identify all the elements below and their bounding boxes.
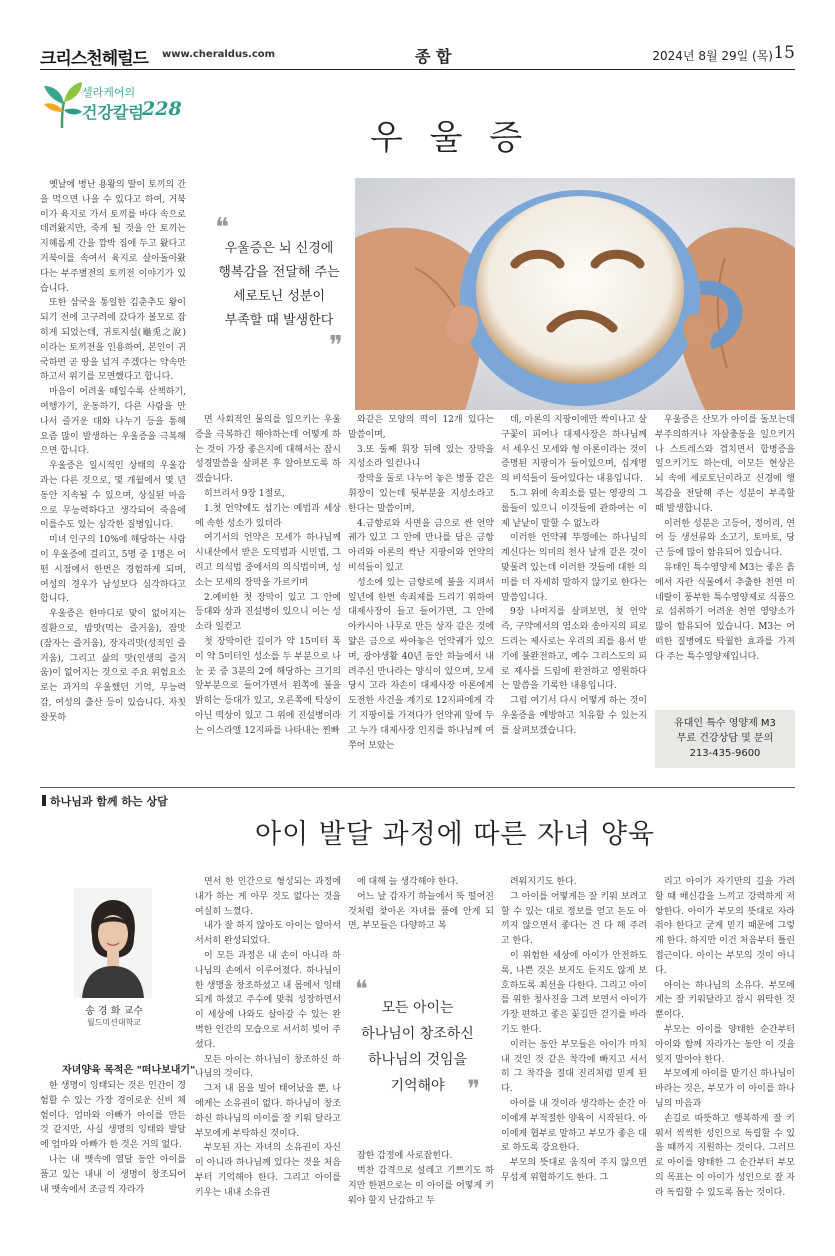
pull-quote-line: 우울증은 뇌 신경에	[224, 241, 334, 256]
paragraph: 이러한 언약궤 뚜껑에는 하나님의 계신다는 의미의 천사 날개 같은 것이 맞물려 있는데 이러한 것들에 대한 의미를 더 자세히 말하지 않기로 한다는 말씀입니다.	[501, 533, 647, 603]
paragraph: 면 사회적인 물의를 일으키는 우울증을 극복하긴 해야하는데 어떻게 하는 것이 가장 좋은지에 대해서는 잠시 성경말씀을 살펴본 후 알아보도록 하겠습니다.	[195, 415, 341, 485]
paragraph: 내가 잘 하지 않아도 아이는 알아서 서서히 완성되었다.	[195, 921, 341, 947]
column-badge	[42, 80, 192, 140]
pull-quote-line: 하나님이 창조하신	[361, 1026, 474, 1042]
paragraph: 그저 내 몸을 빌어 태어났을 뿐, 나에게는 소유권이 없다. 하나님이 창조하신 하나님의 아이를 잘 키워 달라고 부모에게 부탁하신 것이다.	[195, 1084, 341, 1139]
pull-quote-2	[355, 975, 480, 1103]
paragraph: 3.또 둘째 휘장 뒤에 있는 장막을 지성소라 일컫나니	[348, 444, 494, 470]
open-quote-icon: ❝	[215, 213, 229, 243]
author-affiliation: 월드미션대학교	[86, 1018, 142, 1027]
sprout-icon	[42, 80, 84, 130]
pull-quote-line: 하나님의 것임을	[367, 1052, 468, 1068]
paragraph: 또한 삼국을 통일한 김춘추도 왕이 되기 전에 고구려에 갔다가 볼모로 잡히게 되었는데, 귀토지설(龜兎之說)이라는 토끼전을 인용하여, 본인이 귀국하면 곧 땅을 넘겨 주겠다는 약속만 하고서 위기를 모면했다고 합니다.	[40, 298, 186, 383]
paragraph: 면서 한 인간으로 형성되는 과정에 내가 하는 게 아무 것도 없다는 것을 여실히 느꼈다.	[195, 877, 341, 917]
badge-title: 건강칼럼	[82, 103, 144, 122]
article-column	[501, 413, 647, 770]
paragraph: 나는 내 뱃속에 열달 동안 아이를 품고 있는 내내 이 생명이 창조되어 내 뱃속에서 조금씩 자라가	[40, 1154, 186, 1195]
paragraph: 와같은 모양의 떡이 12개 있다는 말씀이며,	[348, 415, 494, 440]
badge-subtitle: 셀라케어의	[82, 86, 136, 99]
pull-quote-line: 부족할 때 발생한다	[224, 313, 334, 328]
page-number: 15	[773, 43, 795, 63]
article-column	[655, 413, 795, 703]
paragraph: 첫 장막이란 길이가 약 15미터 폭이 약 5미터인 성소를 두 부분으로 나눈 곳 중 3분의 2에 해당하는 크기의 앞부분으로 들어가면서 왼쪽에 불을 밝히는 등대가 있고, 오른쪽에 탁상이 아닌 떡상이 있고 그 위에 진설병이라는 이스라엘 12지파를 나타내는 찐빠	[195, 636, 341, 736]
paragraph: 여기서의 언약은 모세가 하나님께 시내산에서 받은 도덕법과 시민법, 그리고 의식법 중에서의 의식법이며, 성소는 모세의 장막을 가르키며	[195, 533, 341, 588]
label-bar	[42, 795, 46, 806]
paragraph: 벅찬 감격으로 설레고 기쁘기도 하지만 한편으로는 이 아이를 어떻게 키워야 할지 난감하고 두	[348, 1165, 494, 1206]
pull-quote-line: 기억해야	[390, 1078, 445, 1094]
paragraph: 성소에 있는 금향로에 불을 지펴서 일년에 한번 속죄제를 드리기 위하여 대제사장이 들고 들어가면, 그 안에 아카시아 나무로 만든 상자 같은 것에 얇은 금으로 싸아놓은 언약궤가 있으며, 광야생활 40년 동안 하늘에서 내려주신 만나라는 양식이 있으며, 모세 당시 고라 자손이 대제사장 아론에게 도전한 사건을 계기로 12지파에게 각기 지팡이를 가져다가 언약궤 앞에 두고 누가 대제사장 인지를 하나님께 여쭈어 보았는	[348, 577, 494, 751]
paragraph: 한 생명이 잉태되는 것은 인간이 경험할 수 있는 가장 경이로운 신비 체험이다. 엄마와 아빠가 아이를 만든 것 같지만, 사실 생명의 잉태와 발달에 엄마와 아빠가 한 것은 거의 없다.	[40, 1081, 186, 1151]
pull-quote-line: 행복감을 전달해 주는	[218, 265, 340, 280]
paragraph: 마음이 어려울 때일수록 산책하기, 여행가기, 운동하기, 다른 사람을 만나서 즐거운 대화 나누기 등을 통해 요즘 많이 발생하는 우울증을 극복해으면 합니다.	[40, 387, 186, 457]
section-label	[42, 793, 168, 809]
paragraph: 2.예비한 첫 장막이 있고 그 안에 등대와 상과 진설병이 있으니 이는 성소라 일컫고	[195, 592, 341, 633]
close-quote-icon: ❞	[329, 331, 343, 361]
close-quote-icon: ❞	[467, 1075, 480, 1103]
paragraph: 이 위험한 세상에 아이가 안전하도록, 나쁜 것은 보지도 듣지도 않게 보호하도록 최선을 다한다. 그리고 아이를 위한 청사진을 그려 보면서 아이가 가장 편하고 좋은 꽃길만 걷기를 바라기도 한다.	[501, 950, 647, 1035]
pull-quote-line: 세로토닌 성분이	[232, 289, 326, 304]
paragraph: 려워지기도 한다.	[510, 877, 577, 887]
paragraph: 부모는 아이를 양태한 순간부터 아이와 함께 자라가는 동안 이 것을 잊지 말아야 한다.	[655, 1024, 795, 1065]
paragraph: 장막을 둘로 나누어 놓은 병풍 같은 휘장이 있는데 뒷부분을 지성소라고 한다는 말씀이며,	[348, 474, 494, 514]
article-column	[195, 413, 341, 770]
article-column	[501, 875, 647, 1219]
pull-quote-line: 모든 아이는	[381, 1000, 454, 1016]
paragraph: 옛날에 병난 용왕의 딸이 토끼의 간을 먹으면 나을 수 있다고 하여, 거북이가 육지로 가서 토끼를 바다 속으로 데려왔지만, 죽게 될 것을 안 토끼는 지혜롭게 간을 깜박 집에 두고 왔다고 거북이를 속여서 육지로 살아돌아왔다는 부주별전의 토끼전 이야기가 있습니다.	[40, 180, 186, 294]
ad-line: 유대인 특수 영양제 M3	[674, 718, 776, 729]
article-title: 우 울 증	[370, 118, 531, 158]
badge-number: 228	[142, 98, 182, 120]
ad-phone[interactable]: 213-435-9600	[689, 748, 761, 759]
ad-box	[655, 710, 795, 768]
paragraph: 잡한 감정에 사로잡힌다.	[357, 1151, 453, 1162]
paragraph: 5.그 위에 속죄소를 덮는 영광의 그룹들이 있으니 이것들에 관하여는 이제 낱낱이 말할 수 없노라	[501, 488, 647, 529]
paragraph: 유태인 특수영양제 M3는 좋은 흙에서 자란 식물에서 추출한 천연 미네랄이 풍부한 특수영양제로 식품으로 섭취하기 어려운 천연 영양소가 많이 함유되어 있습니다. M3는 어떠한 질병에도 탁월한 효과를 가져다 주는 특수영양제입니다.	[655, 562, 795, 662]
paragraph: 이 모든 과정은 내 손이 아니라 하나님의 손에서 이루어졌다. 하나님이 한 생명을 창조하셨고 내 몸에서 잉태되게 하셨고 주수에 맞춰 성장하면서 이 세상에 나와도 살아갈 수 있는 완벽한 인간의 모습으로 서서히 빚어 주셨다.	[195, 950, 341, 1050]
paragraph: 그 아이를 어떻게든 잘 키워 보려고 할 수 있는 대로 정보를 얻고 돈도 아끼지 않으면서 좋다는 건 다 해 주려고 한다.	[501, 891, 647, 947]
paragraph: 부모의 뜻대로 움직여 주지 않으면 무섭게 위협하기도 한다. 그	[501, 1158, 647, 1183]
section-name: 종 합	[415, 47, 452, 66]
site-url[interactable]: www.cheraldus.com	[162, 49, 276, 60]
paragraph: 미녀 인구의 10%에 해당하는 사람이 우울증에 걸리고, 5명 중 1명은 어떤 시점에서 한번은 경험하게 되며, 여성의 경우가 남성보다 심각하다고 합니다.	[40, 535, 186, 605]
paragraph: 우울증은 한마디로 맞이 없어지는 질환으로, 밥맛(먹는 즐거움), 잠맛(잠자는 즐거움), 장자리맛(성적인 즐거움), 그리고 삶의 맛(인생의 즐거움)이 없어지는 것으로 주요 위험요소로는 과거의 우울했던 기억, 무능력감, 여성의 출산 등이 있습니다. 자칫 잘못하	[40, 609, 186, 723]
paragraph: 어느 날 갑자기 하늘에서 뚝 떨어진 것처럼 찾아온 자녀를 품에 안게 되면, 부모들은 다양하고 복	[348, 891, 494, 932]
paragraph: 손길로 따뜻하고 행복하게 잘 키워서 씩씩한 성인으로 독립할 수 있을 때까지 지원하는 것이다. 그러므로 아이를 양태한 그 순간부터 부모의 목표는 이 아이가 성인으로 잘 자라 독립할 수 있도록 돕는 것이다.	[655, 1113, 795, 1198]
paragraph: 1.첫 언약에도 섬기는 예법과 세상에 속한 성소가 있더라	[195, 503, 341, 529]
paragraph: 그럼 여기서 다시 어떻게 하는 것이 우울증을 예방하고 치유할 수 있는지를 살펴보겠습니다.	[501, 696, 647, 736]
paragraph: 부모에게 아이를 맡기신 하나님이 바라는 것은, 부모가 이 아이를 하나님의 마음과	[655, 1069, 795, 1109]
article-title-2: 아이 발달 과정에 따른 자녀 양육	[255, 819, 655, 850]
article-column	[195, 875, 341, 1219]
article-column	[40, 1079, 186, 1219]
paragraph: 우울증은 일시적인 상태의 우울감과는 다른 것으로, 몇 개월에서 몇 년 동안 지속될 수 있으며, 상실된 마음으로 무능력하다고 생각되어 죽음에 이를수도 있는 심각한 질병입니다.	[40, 461, 186, 531]
open-quote-icon: ❝	[355, 975, 368, 1003]
article-column	[40, 178, 186, 770]
paragraph: 9장 나머지를 살펴보면, 첫 언약 즉, 구약에서의 염소와 송아지의 피로 드리는 제사로는 우리의 죄를 용서 받기에 불완전하고, 예수 그리스도의 피로 제사를 드림에 완전하고 영원하다는 말씀을 기록한 내용입니다.	[501, 607, 647, 692]
issue-date: 2024년 8월 29일 (목)	[652, 49, 773, 63]
article-subheading: 자녀양육 목적은 "떠나보내기"	[62, 1065, 196, 1076]
coffee-cup-photo	[355, 178, 795, 410]
newspaper-logo: 크리스천헤럴드	[40, 49, 148, 69]
paragraph: 이러는 동안 부모들은 아이가 마치 내 것인 것 같은 착각에 빠지고 서서히 그 착각을 절대 진리처럼 믿게 된다.	[501, 1039, 647, 1095]
paragraph: 4.금향로와 사면을 금으로 싼 언약궤가 있고 그 안에 만나를 담은 금항아리와 아론의 싹난 지팡이와 언약의 비석들이 있고	[348, 518, 494, 573]
paragraph: 아이는 하나님의 소유다. 부모에게는 잘 키워달라고 잠시 위탁한 것 뿐이다.	[655, 980, 795, 1021]
author-portrait	[74, 888, 152, 998]
author-name: 송 경 화 교수	[85, 1006, 143, 1017]
paragraph: 부모된 자는 자녀의 소유권이 자신이 아니라 하나님께 있다는 것을 처음부터 기억해야 한다. 그리고 아이를 키우는 내내 소유권	[195, 1143, 341, 1198]
article-column	[655, 875, 795, 1219]
paragraph: 모든 아이는 하나님이 창조하신 하나님의 것이다.	[195, 1054, 341, 1080]
page-header	[40, 40, 795, 70]
section-divider	[40, 787, 795, 788]
paragraph: 히브리서 9장 1절로,	[204, 488, 285, 499]
ad-line: 무료 건강상담 및 문의	[676, 733, 774, 744]
article-column	[348, 413, 494, 770]
paragraph: 리고 아이가 자기만의 길을 가려할 때 배신감을 느끼고 강력하게 저항한다. 아이가 부모의 뜻대로 자라줘야 한다고 굳게 믿기 때문에 그렇게 한다. 하지만 이건 처음부터 틀린 접근이다. 아이는 부모의 것이 아니다.	[655, 877, 795, 976]
paragraph: 에 대해 늘 생각해야 한다.	[357, 877, 459, 887]
pull-quote	[215, 213, 343, 361]
paragraph: 아이를 내 것이라 생각하는 순간 아이에게 부적절한 양육이 시작된다. 아이에게 협부로 말하고 부모가 좋은 대로 하도록 강요한다.	[501, 1098, 647, 1154]
paragraph: 우울증은 산모가 아이를 돌보는데 부주의하거나 자살충동을 일으키거나 스트레스와 겹치면서 합병증을 일으키기도 하는데, 이모든 현상은 뇌 속에 세로토닌이라고 신경에 행복감을 전달해 주는 성분이 부족할 때 발생합니다.	[655, 415, 795, 514]
paragraph: 이러한 성분은 고등어, 정어리, 연어 등 생선류와 소고기, 토마토, 당근 등에 많이 함유되어 있습니다.	[655, 518, 795, 559]
paragraph: 데, 아론의 지팡이에만 싹이나고 살구꽃이 피어나 대제사장은 하나님께서 세우신 모세와 형 아론이라는 것이 증명된 지팡이가 들어있으며, 십계명의 비석들이 들어있다는 내용입니다.	[501, 415, 647, 485]
section-label-text: 하나님과 함께 하는 상담	[50, 795, 168, 808]
